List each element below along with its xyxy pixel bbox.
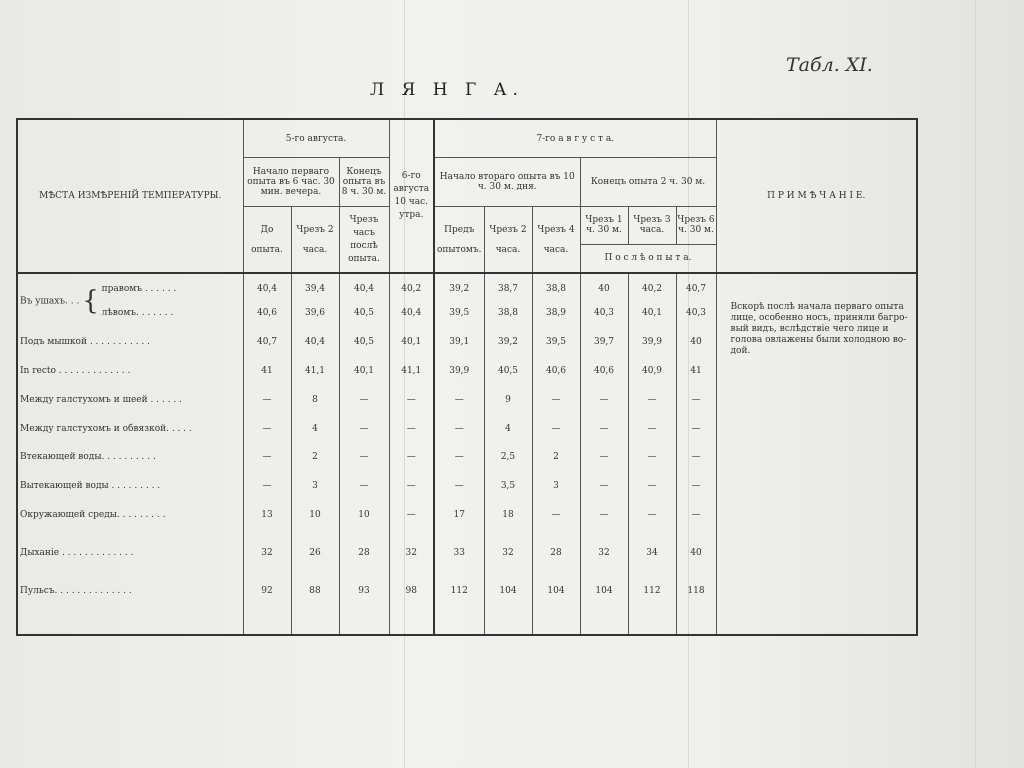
row-label: Подъ мышкой . . . . . . . . . . .: [18, 328, 243, 357]
value-cell: 8: [291, 385, 339, 414]
value-cell: —: [676, 501, 716, 530]
value-cell: 3,5: [484, 472, 532, 501]
aug5-end-header: Конецъ опыта въ 8 ч. 30 м.: [339, 158, 389, 207]
value-cell: —: [339, 472, 389, 501]
aug5-header: 5-го августа.: [243, 120, 389, 158]
value-cell: 39,9: [628, 328, 676, 357]
value-cell: 41: [676, 356, 716, 385]
value-cell: —: [243, 385, 291, 414]
col-1h30: Чрезъ 1 ч. 30 м.: [580, 207, 628, 245]
value-cell: —: [628, 414, 676, 443]
value-cell: —: [339, 385, 389, 414]
value-cell: 93: [339, 576, 389, 605]
value-cell: 4: [484, 414, 532, 443]
col-before: До опыта.: [243, 207, 291, 274]
value-cell: 32: [580, 530, 628, 577]
value-cell: —: [628, 501, 676, 530]
value-cell: 40,6: [580, 356, 628, 385]
value-cell: —: [532, 414, 580, 443]
value-cell: 40: [676, 328, 716, 357]
value-cell: 41,1: [389, 356, 434, 385]
value-cell: 41: [243, 356, 291, 385]
value-cell: 40,5: [484, 356, 532, 385]
value-cell: 39,5: [532, 328, 580, 357]
value-cell: 38,8 38,9: [532, 273, 580, 327]
table-row: [18, 273, 916, 327]
value-cell: 40,5: [339, 328, 389, 357]
value-cell: 32: [484, 530, 532, 577]
col-1h-after: Чрезъ часъ послѣ опыта.: [339, 207, 389, 274]
value-cell: 2: [532, 443, 580, 472]
value-cell: —: [434, 443, 484, 472]
aug7-end-header: Конецъ опыта 2 ч. 30 м.: [580, 158, 716, 207]
value-cell: 18: [484, 501, 532, 530]
page-title: Л Я Н Г А.: [370, 80, 524, 100]
value-cell: 34: [628, 530, 676, 577]
places-header: МѢСТА ИЗМѢРЕНІЙ ТЕМПЕРАТУРЫ.: [18, 120, 243, 273]
value-cell: —: [628, 443, 676, 472]
value-cell: 104: [580, 576, 628, 605]
value-cell: —: [389, 385, 434, 414]
value-cell: —: [243, 443, 291, 472]
value-cell: —: [243, 414, 291, 443]
value-cell: 17: [434, 501, 484, 530]
aug6-header: 6-го августа 10 час. утра.: [389, 120, 434, 273]
value-cell: 39,4 39,6: [291, 273, 339, 327]
value-cell: —: [580, 385, 628, 414]
row-label-left: лѣвомъ. . . . . . .: [101, 307, 174, 318]
value-cell: 40 40,3: [580, 273, 628, 327]
value-cell: 41,1: [291, 356, 339, 385]
value-cell: —: [580, 472, 628, 501]
aug7-start-header: Начало втораго опыта въ 10 ч. 30 м. дня.: [434, 158, 580, 207]
value-cell: 40: [676, 530, 716, 577]
value-cell: 28: [339, 530, 389, 577]
value-cell: 40,7 40,3: [676, 273, 716, 327]
value-cell: 39,2: [484, 328, 532, 357]
after-exp-header: П о с л ѣ о п ы т а.: [580, 244, 716, 273]
value-cell: 2,5: [484, 443, 532, 472]
value-cell: 26: [291, 530, 339, 577]
value-cell: 39,1: [434, 328, 484, 357]
value-cell: —: [434, 385, 484, 414]
value-cell: 32: [389, 530, 434, 577]
row-label: Между галстухомъ и шеей . . . . . .: [18, 385, 243, 414]
value-cell: —: [389, 472, 434, 501]
value-cell: 40,2 40,1: [628, 273, 676, 327]
value-cell: —: [676, 385, 716, 414]
value-cell: 9: [484, 385, 532, 414]
value-cell: 40,1: [339, 356, 389, 385]
value-cell: —: [389, 443, 434, 472]
value-cell: 118: [676, 576, 716, 605]
value-cell: 39,9: [434, 356, 484, 385]
value-cell: 112: [628, 576, 676, 605]
value-cell: —: [532, 501, 580, 530]
temperature-table: [18, 120, 916, 634]
value-cell: —: [243, 472, 291, 501]
brace-icon: {: [82, 285, 99, 316]
value-cell: 39,2 39,5: [434, 273, 484, 327]
value-cell: 40,2 40,4: [389, 273, 434, 327]
value-cell: —: [676, 414, 716, 443]
value-cell: 2: [291, 443, 339, 472]
col-2h: Чрезъ 2 часа.: [291, 207, 339, 274]
value-cell: —: [434, 472, 484, 501]
notes-header: П Р И М Ѣ Ч А Н І Е.: [716, 120, 916, 273]
value-cell: —: [580, 501, 628, 530]
value-cell: 40,6: [532, 356, 580, 385]
row-label: Вытекающей воды . . . . . . . . .: [18, 472, 243, 501]
row-label: [18, 273, 243, 327]
note-text: Вскорѣ послѣ начала перваго опыта лице, особенно носъ, приняли багро-вый видъ, вслѣдствіе чего лице и голова овлажены были холодною во-дой.: [716, 273, 916, 634]
row-label: In recto . . . . . . . . . . . . .: [18, 356, 243, 385]
value-cell: 88: [291, 576, 339, 605]
col-before-exp: Предъ опытомъ.: [434, 207, 484, 274]
value-cell: —: [532, 385, 580, 414]
value-cell: 13: [243, 501, 291, 530]
col-6h30: Чрезъ 6 ч. 30 м.: [676, 207, 716, 245]
value-cell: 104: [484, 576, 532, 605]
value-cell: 40,7: [243, 328, 291, 357]
value-cell: 112: [434, 576, 484, 605]
aug5-start-header: Начало перваго опыта въ 6 час. 30 мин. вечера.: [243, 158, 339, 207]
value-cell: 40,9: [628, 356, 676, 385]
value-cell: 40,4: [291, 328, 339, 357]
value-cell: —: [676, 472, 716, 501]
value-cell: 4: [291, 414, 339, 443]
value-cell: 3: [532, 472, 580, 501]
table-number: Табл. XI.: [786, 54, 873, 76]
aug7-header: 7-го а в г у с т а.: [434, 120, 716, 158]
value-cell: —: [434, 414, 484, 443]
value-cell: —: [628, 385, 676, 414]
value-cell: —: [580, 443, 628, 472]
value-cell: 32: [243, 530, 291, 577]
row-label: Дыханіе . . . . . . . . . . . . .: [18, 530, 243, 577]
value-cell: 3: [291, 472, 339, 501]
value-cell: —: [389, 501, 434, 530]
value-cell: 39,7: [580, 328, 628, 357]
value-cell: 92: [243, 576, 291, 605]
value-cell: —: [676, 443, 716, 472]
row-label-right: правомъ . . . . . .: [101, 283, 177, 294]
col-2h-b: Чрезъ 2 часа.: [484, 207, 532, 274]
value-cell: 33: [434, 530, 484, 577]
ears-label: Въ ушахъ. . .: [20, 296, 80, 307]
value-cell: —: [580, 414, 628, 443]
row-label: Между галстухомъ и обвязкой. . . . .: [18, 414, 243, 443]
value-cell: 40,4 40,5: [339, 273, 389, 327]
value-cell: 10: [339, 501, 389, 530]
row-label: Окружающей среды. . . . . . . . .: [18, 501, 243, 530]
value-cell: 10: [291, 501, 339, 530]
value-cell: —: [389, 414, 434, 443]
value-cell: 104: [532, 576, 580, 605]
col-4h: Чрезъ 4 часа.: [532, 207, 580, 274]
value-cell: 40,4 40,6: [243, 273, 291, 327]
row-label: Втекающей воды. . . . . . . . . .: [18, 443, 243, 472]
value-cell: 28: [532, 530, 580, 577]
value-cell: 98: [389, 576, 434, 605]
value-cell: —: [628, 472, 676, 501]
value-cell: —: [339, 443, 389, 472]
row-label: Пульсъ. . . . . . . . . . . . . .: [18, 576, 243, 605]
value-cell: 40,1: [389, 328, 434, 357]
value-cell: —: [339, 414, 389, 443]
value-cell: 38,7 38,8: [484, 273, 532, 327]
fold-line: [975, 0, 976, 768]
col-3h: Чрезъ 3 часа.: [628, 207, 676, 245]
